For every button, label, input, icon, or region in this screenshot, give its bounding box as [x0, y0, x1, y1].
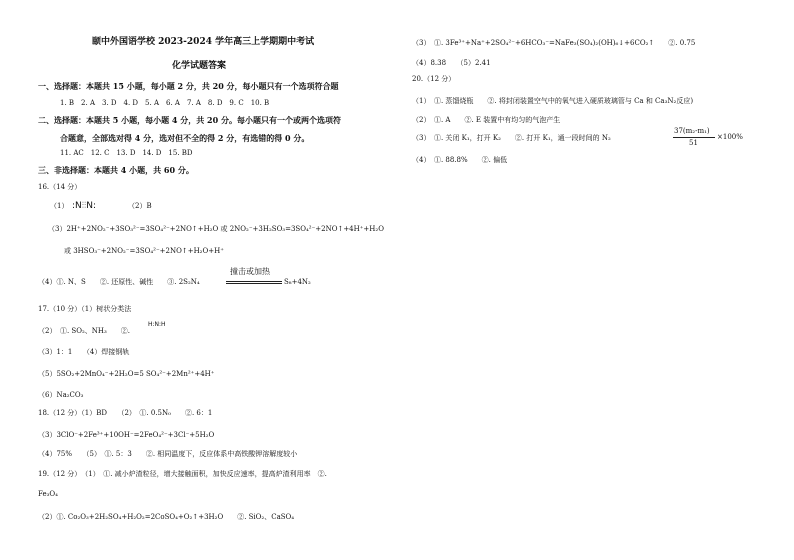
q20-3-answer: （3） ①. 关闭 K₁，打开 K₂ ②. 打开 K₁，通一段时间的 N₂ [412, 134, 611, 142]
reaction-arrow-line [226, 281, 282, 282]
q18-3-equation: （3）3ClO⁻+2Fe³⁺+10OH⁻=2FeO₄²⁻+3Cl⁻+5H₂O [38, 431, 215, 439]
fraction-denominator: 51 [689, 139, 698, 147]
section-2-rule: 合题意，全部选对得 4 分，选对但不全的得 2 分，有选错的得 0 分。 [60, 133, 310, 143]
q19-2-answer: （2）①. Co₂O₃+2H₂SO₄+H₂O₂=2CoSO₄+O₂↑+3H₂O ②. SiO₂、CaSO₄ [38, 513, 295, 521]
section-2-answers: 11. AC 12. C 13. D 14. D 15. BD [60, 149, 193, 157]
page-title: 颐中外国语学校 2023-2024 学年高三上学期期中考试 [92, 37, 315, 47]
q19-1-answer-cont: Fe₃O₄ [38, 490, 58, 498]
q17-5-equation: （5）5SO₂+2MnO₄⁻+2H₂O=5 SO₄²⁻+2Mn²⁺+4H⁺ [38, 370, 215, 378]
q17-3-4-answer: （3）1：1 （4）焊接钢轨 [38, 348, 130, 356]
q16-4-reaction-condition: 撞击或加热 [230, 267, 270, 276]
q20-1-answer: （1） ①. 蒸馏烧瓶 ②. 将封闭装置空气中的氧气进入硬质玻璃管与 Ca 和 Ca₃N₂反应) [412, 97, 694, 105]
q19-3-answer: （3） ①. 3Fe³⁺+Na⁺+2SO₄²⁻+6HCO₃⁻=NaFe₃(SO₄)₂(OH)₆↓+6CO₂↑ ②. 0.75 [412, 39, 696, 47]
q19-1-answer: 19.（12 分） （1） ①. 减小炉渣粒径，增大接触面积，加快反应速率，提高炉渣利用率 ②. [38, 470, 327, 478]
q19-4-5-answer: （4）8.38 （5）2.41 [412, 59, 491, 67]
page-subtitle: 化学试题答案 [172, 61, 227, 71]
q17-6-answer: （6）Na₂CO₃ [38, 391, 84, 399]
q16-3-equation-2: 或 3HSO₃⁻+2NO₂⁻=3SO₄²⁻+2NO↑+H₂O+H⁺ [64, 247, 224, 255]
fraction-suffix: ×100% [717, 133, 743, 141]
q20-heading: 20.（12 分） [412, 75, 456, 83]
q16-1-label: （1） [50, 202, 69, 210]
q17-2-electron-formula: H:N:H [148, 321, 166, 328]
q16-3-equation-1: （3）2H⁺+2NO₂⁻+3SO₃²⁻=3SO₄²⁻+2NO↑+H₂O 或 2NO₂⁻+3H₂SO₃=3SO₄²⁻+2NO↑+4H⁺+H₂O [48, 225, 384, 233]
q16-4-answer-prefix: （4）①. N、S ②. 还原性、碱性 ③. 2S₂N₄ [38, 278, 200, 286]
section-3-title: 三、非选择题：本题共 4 小题，共 60 分。 [38, 165, 194, 175]
q17-2-answer: （2） ①. SO₂、NH₃ ②. [38, 327, 131, 335]
q20-2-answer: （2） ①. A ②. E 装置中有均匀的气泡产生 [412, 116, 561, 124]
q18-heading: 18.（12 分）（1）BD （2） ①. 0.5N₀ ②. 6：1 [38, 409, 213, 417]
q16-1-formula: :N⫶⫶N: [72, 201, 97, 211]
fraction-bar [673, 137, 715, 138]
q16-2-answer: （2）B [128, 202, 152, 210]
q20-4-answer: （4） ①. 88.8% ②. 偏低 [412, 156, 508, 164]
section-2-title: 二、选择题：本题共 5 小题，每小题 4 分，共 20 分。每小题只有一个或两个选项符 [38, 115, 341, 125]
fraction-numerator: 37(m₂-m₁) [674, 127, 710, 135]
section-1-answers: 1. B 2. A 3. D 4. D 5. A 6. A 7. A 8. D 9. C 10. B [60, 99, 270, 107]
q16-4-answer-products: S₈+4N₂ [284, 278, 311, 286]
reaction-arrow-line-2 [226, 283, 282, 284]
q17-heading: 17.（10 分）（1）树状分类法 [38, 305, 132, 313]
q18-4-5-answer: （4）75% （5） ①. 5：3 ②. 相同温度下，反应体系中高铁酸钾溶解度较小 [38, 450, 298, 458]
q16-heading: 16.（14 分） [38, 183, 82, 191]
section-1-title: 一、选择题：本题共 15 小题，每小题 2 分，共 20 分，每小题只有一个选项符合题 [38, 81, 339, 91]
